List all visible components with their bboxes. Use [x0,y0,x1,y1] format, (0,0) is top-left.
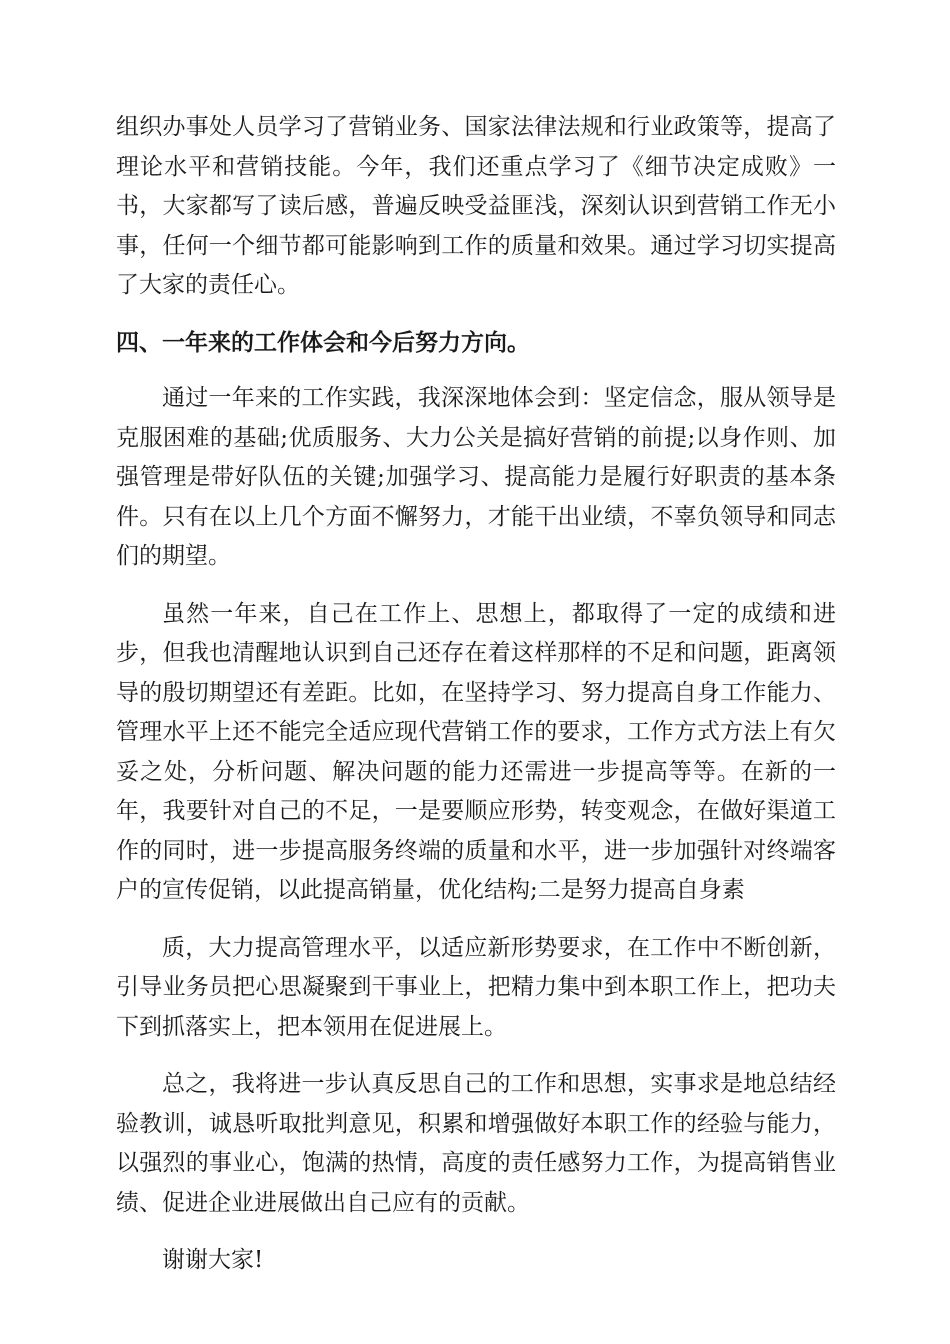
paragraph-conclusion: 总之，我将进一步认真反思自己的工作和思想，实事求是地总结经验教训，诚恳听取批判意见，积累和增强做好本职工作的经验与能力，以强烈的事业心，饱满的热情，高度的责任感努力工作，为提高销售业绩、促进企业进展做出自己应有的贡献。 [116,1071,836,1216]
paragraph-study: 组织办事处人员学习了营销业务、国家法律法规和行业政策等，提高了理论水平和营销技能。今年，我们还重点学习了《细节决定成败》一书，大家都写了读后感，普遍反映受益匪浅，深刻认识到营销工作无小事，任何一个细节都可能影响到工作的质量和效果。通过学习切实提高了大家的责任心。 [116,114,836,298]
section-heading-four: 四、一年来的工作体会和今后努力方向。 [116,329,530,356]
document-body [116,108,836,1299]
paragraph-shortcomings: 虽然一年来，自己在工作上、思想上，都取得了一定的成绩和进步，但我也清醒地认识到自己还存在着这样那样的不足和问题，距离领导的殷切期望还有差距。比如，在坚持学习、努力提高自身工作能力、管理水平上还不能完全适应现代营销工作的要求，工作方式方法上有欠妥之处，分析问题、解决问题的能力还需进一步提高等等。在新的一年，我要针对自己的不足，一是要顺应形势，转变观念，在做好渠道工作的同时，进一步提高服务终端的质量和水平，进一步加强针对终端客户的宣传促销，以此提高销量，优化结构;二是努力提高自身素 [116,600,836,903]
paragraph-quality: 质，大力提高管理水平，以适应新形势要求，在工作中不断创新，引导业务员把心思凝聚到干事业上，把精力集中到本职工作上，把功夫下到抓落实上，把本领用在促进展上。 [116,934,836,1040]
paragraph-thanks: 谢谢大家! [162,1247,264,1273]
paragraph-experience: 通过一年来的工作实践，我深深地体会到：坚定信念，服从领导是克服困难的基础;优质服务、大力公关是搞好营销的前提;以身作则、加强管理是带好队伍的关键;加强学习、提高能力是履行好职责的基本条件。只有在以上几个方面不懈努力，才能干出业绩，不辜负领导和同志们的期望。 [116,385,836,569]
